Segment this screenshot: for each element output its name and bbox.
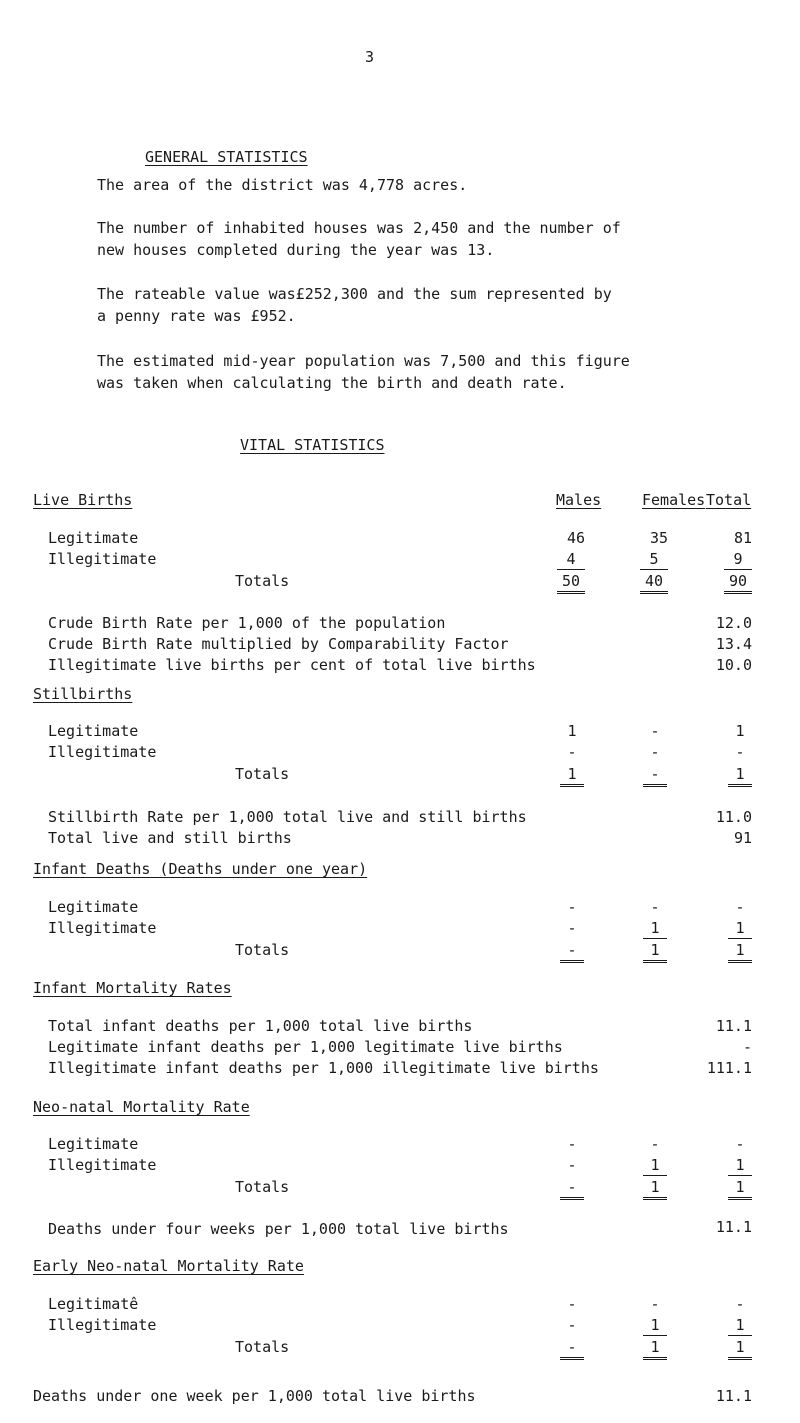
- infant-deaths-heading: Infant Deaths (Deaths under one year): [33, 860, 368, 878]
- sb-totals-females: -: [643, 765, 667, 787]
- id-illegitimate-females: 1: [643, 919, 667, 939]
- total-births-label: Total live and still births: [48, 829, 292, 847]
- houses-line-1: The number of inhabited houses was 2,450 and the number of: [97, 219, 621, 237]
- enn-illegitimate-females: 1: [643, 1316, 667, 1336]
- lb-totals-females: 40: [640, 572, 668, 594]
- sb-totals-total: 1: [728, 765, 752, 787]
- nn-legitimate-females: -: [650, 1135, 660, 1153]
- sb-illegitimate-males: -: [567, 743, 577, 761]
- enn-totals-males: -: [560, 1338, 584, 1360]
- enn-rate-value: 11.1: [715, 1387, 752, 1405]
- sb-illegitimate-total: -: [735, 743, 745, 761]
- nn-totals-total: 1: [728, 1178, 752, 1200]
- stillbirth-rate-label: Stillbirth Rate per 1,000 total live and still births: [48, 808, 527, 826]
- sb-legitimate-males: 1: [567, 722, 577, 740]
- id-totals-males: -: [560, 941, 584, 963]
- imr-legitimate-value: -: [742, 1038, 752, 1056]
- id-legitimate-males: -: [567, 898, 577, 916]
- imr-legitimate-label: Legitimate infant deaths per 1,000 legitimate live births: [48, 1038, 563, 1056]
- enn-totals-females: 1: [643, 1338, 667, 1360]
- sb-legitimate-total: 1: [735, 722, 745, 740]
- enn-totals-label: Totals: [235, 1338, 290, 1356]
- id-illegitimate-total: 1: [728, 919, 752, 939]
- lb-illegitimate-total: 9: [724, 550, 752, 570]
- sb-totals-males: 1: [560, 765, 584, 787]
- lb-totals-label: Totals: [235, 572, 290, 590]
- col-males: Males: [556, 491, 602, 509]
- enn-rate-label: Deaths under one week per 1,000 total live births: [33, 1387, 476, 1405]
- lb-totals-males: 50: [557, 572, 585, 594]
- houses-line-2: new houses completed during the year was 13.: [97, 241, 495, 259]
- sb-legitimate-females: -: [650, 722, 660, 740]
- sb-legitimate-label: Legitimate: [48, 722, 139, 740]
- lb-totals-total: 90: [724, 572, 752, 594]
- total-births-value: 91: [733, 829, 752, 847]
- nn-legitimate-label: Legitimate: [48, 1135, 139, 1153]
- id-legitimate-total: -: [735, 898, 745, 916]
- col-females: Females: [642, 491, 706, 509]
- nn-totals-females: 1: [643, 1178, 667, 1200]
- population-line-1: The estimated mid-year population was 7,500 and this figure: [97, 352, 630, 370]
- nn-rate-value: 11.1: [715, 1218, 752, 1236]
- infant-mortality-heading: Infant Mortality Rates: [33, 979, 232, 997]
- enn-illegitimate-males: -: [567, 1316, 577, 1334]
- stillbirths-heading: Stillbirths: [33, 685, 133, 703]
- crude-birth-rate-value: 12.0: [715, 614, 752, 632]
- nn-rate-label: Deaths under four weeks per 1,000 total live births: [48, 1220, 509, 1238]
- enn-illegitimate-label: Illegitimate: [48, 1316, 157, 1334]
- lb-illegitimate-label: Illegitimate: [48, 550, 157, 568]
- nn-legitimate-males: -: [567, 1135, 577, 1153]
- nn-illegitimate-males: -: [567, 1156, 577, 1174]
- imr-illegitimate-value: 111.1: [706, 1059, 752, 1077]
- enn-illegitimate-total: 1: [728, 1316, 752, 1336]
- enn-legitimate-label: Legitimatê: [48, 1295, 139, 1313]
- sb-illegitimate-label: Illegitimate: [48, 743, 157, 761]
- enn-totals-total: 1: [728, 1338, 752, 1360]
- nn-legitimate-total: -: [735, 1135, 745, 1153]
- lb-illegitimate-females: 5: [640, 550, 668, 570]
- enn-legitimate-males: -: [567, 1295, 577, 1313]
- illegitimate-percent-value: 10.0: [715, 656, 752, 674]
- col-total: Total: [706, 491, 752, 509]
- crude-birth-rate-label: Crude Birth Rate per 1,000 of the population: [48, 614, 446, 632]
- id-totals-females: 1: [643, 941, 667, 963]
- nn-illegitimate-total: 1: [728, 1156, 752, 1176]
- lb-illegitimate-males: 4: [557, 550, 585, 570]
- enn-legitimate-females: -: [650, 1295, 660, 1313]
- id-illegitimate-males: -: [567, 919, 577, 937]
- sb-illegitimate-females: -: [650, 743, 660, 761]
- lb-legitimate-males: 46: [566, 529, 585, 547]
- general-statistics-heading: GENERAL STATISTICS: [145, 148, 308, 166]
- population-line-2: was taken when calculating the birth and death rate.: [97, 374, 567, 392]
- stillbirth-rate-value: 11.0: [715, 808, 752, 826]
- rateable-line-1: The rateable value was£252,300 and the sum represented by: [97, 285, 612, 303]
- nn-illegitimate-females: 1: [643, 1156, 667, 1176]
- nn-totals-males: -: [560, 1178, 584, 1200]
- imr-illegitimate-label: Illegitimate infant deaths per 1,000 illegitimate live births: [48, 1059, 599, 1077]
- comparability-rate-value: 13.4: [715, 635, 752, 653]
- illegitimate-percent-label: Illegitimate live births per cent of total live births: [48, 656, 536, 674]
- id-totals-label: Totals: [235, 941, 290, 959]
- id-legitimate-females: -: [650, 898, 660, 916]
- lb-legitimate-females: 35: [649, 529, 668, 547]
- nn-illegitimate-label: Illegitimate: [48, 1156, 157, 1174]
- early-neo-natal-heading: Early Neo-natal Mortality Rate: [33, 1257, 304, 1275]
- id-totals-total: 1: [728, 941, 752, 963]
- imr-total-label: Total infant deaths per 1,000 total live births: [48, 1017, 473, 1035]
- id-legitimate-label: Legitimate: [48, 898, 139, 916]
- rateable-line-2: a penny rate was £952.: [97, 307, 296, 325]
- live-births-heading: Live Births: [33, 491, 133, 509]
- area-line: The area of the district was 4,778 acres.: [97, 176, 468, 194]
- neo-natal-heading: Neo-natal Mortality Rate: [33, 1098, 250, 1116]
- id-illegitimate-label: Illegitimate: [48, 919, 157, 937]
- imr-total-value: 11.1: [715, 1017, 752, 1035]
- lb-legitimate-total: 81: [733, 529, 752, 547]
- enn-legitimate-total: -: [735, 1295, 745, 1313]
- sb-totals-label: Totals: [235, 765, 290, 783]
- comparability-rate-label: Crude Birth Rate multiplied by Comparability Factor: [48, 635, 509, 653]
- page-number: 3: [365, 48, 375, 66]
- nn-totals-label: Totals: [235, 1178, 290, 1196]
- vital-statistics-heading: VITAL STATISTICS: [240, 436, 385, 454]
- lb-legitimate-label: Legitimate: [48, 529, 139, 547]
